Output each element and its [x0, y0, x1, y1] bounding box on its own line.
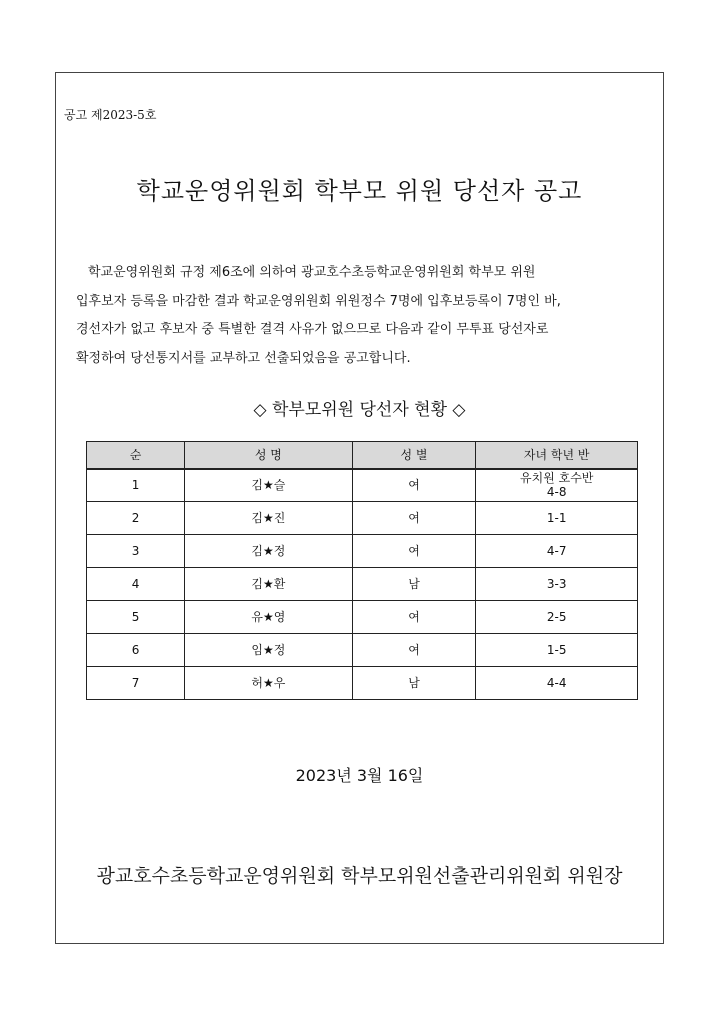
cell-gender: 여: [352, 535, 476, 568]
cell-seq: 3: [87, 535, 185, 568]
body-line: 경선자가 없고 후보자 중 특별한 결격 사유가 없으므로 다음과 같이 무투표 당선자로: [76, 322, 549, 337]
cell-name: 김★환: [185, 568, 352, 601]
cell-class-line2: 4-8: [546, 485, 567, 500]
header-seq: 순: [87, 442, 185, 469]
issuer-signature: 광교호수초등학교운영위원회 학부모위원선출관리위원회 위원장: [96, 865, 623, 887]
cell-seq: 1: [87, 469, 185, 502]
body-line: 입후보자 등록을 마감한 결과 학교운영위원회 위원정수 7명에 입후보등록이 7명인 바,: [76, 293, 561, 309]
cell-class: 2-5: [476, 601, 638, 634]
document-title: 학교운영위원회 학부모 위원 당선자 공고: [136, 177, 583, 205]
cell-name: 임★정: [185, 634, 352, 667]
announcement-date: 2023년 3월 16일: [295, 766, 424, 785]
cell-seq: 7: [87, 667, 185, 700]
elected-members-table: [86, 441, 638, 700]
announcement-body: [76, 259, 646, 373]
header-name: 성 명: [185, 442, 352, 469]
table-header-row: [87, 442, 638, 469]
table-row: [87, 502, 638, 535]
cell-seq: 5: [87, 601, 185, 634]
cell-seq: 2: [87, 502, 185, 535]
cell-gender: 남: [352, 667, 476, 700]
cell-seq: 4: [87, 568, 185, 601]
header-gender: 성 별: [352, 442, 476, 469]
cell-name: 김★슬: [185, 469, 352, 502]
cell-name: 김★정: [185, 535, 352, 568]
cell-class: [476, 469, 638, 502]
notice-number: 공고 제2023-5호: [64, 108, 157, 122]
cell-gender: 여: [352, 601, 476, 634]
cell-gender: 여: [352, 469, 476, 502]
cell-gender: 여: [352, 502, 476, 535]
header-class: 자녀 학년 반: [476, 442, 638, 469]
cell-class: 1-5: [476, 634, 638, 667]
document-frame: [55, 72, 664, 944]
table-row: [87, 535, 638, 568]
table-row: [87, 667, 638, 700]
body-line: 학교운영위원회 규정 제6조에 의하여 광교호수초등학교운영위원회 학부모 위원: [88, 265, 536, 280]
cell-class-line1: 유치원 호수반: [520, 471, 594, 486]
table-row: [87, 634, 638, 667]
cell-gender: 여: [352, 634, 476, 667]
cell-gender: 남: [352, 568, 476, 601]
cell-name: 유★영: [185, 601, 352, 634]
cell-class: 4-7: [476, 535, 638, 568]
cell-name: 허★우: [185, 667, 352, 700]
cell-name: 김★진: [185, 502, 352, 535]
cell-class: 1-1: [476, 502, 638, 535]
table-row: [87, 601, 638, 634]
cell-class: 3-3: [476, 568, 638, 601]
table-row: [87, 469, 638, 502]
section-heading: ◇ 학부모위원 당선자 현황 ◇: [253, 400, 466, 420]
body-line: 확정하여 당선통지서를 교부하고 선출되었음을 공고합니다.: [76, 350, 411, 366]
cell-seq: 6: [87, 634, 185, 667]
cell-class: 4-4: [476, 667, 638, 700]
table-row: [87, 568, 638, 601]
